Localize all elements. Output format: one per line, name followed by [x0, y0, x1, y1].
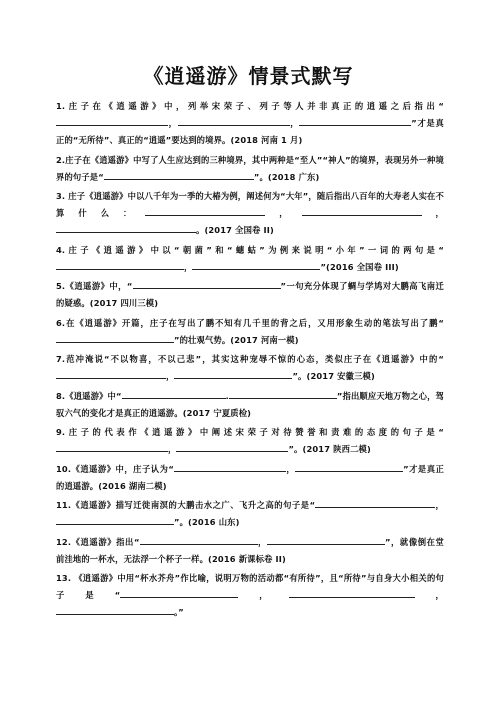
question-text: ， — [285, 463, 296, 474]
question-text: ， — [168, 118, 178, 128]
question-text: 。(2017 全国卷 II) — [196, 225, 274, 235]
answer-blank[interactable] — [295, 462, 403, 472]
question-item — [56, 424, 444, 458]
question-text: 13. 《逍遥游》中用“杯水芥舟”作比喻，说明万物的活动都“有所待”，且“所待”与自身大小相关的句子是“ — [56, 573, 444, 600]
question-text: ”，就像倒在堂前洼地的一杯水，无法浮一个杯子一样。(2016 新课标卷 II) — [56, 536, 444, 564]
question-text: 10.《逍遥游》中，庄子认为“ — [56, 463, 174, 474]
answer-blank[interactable] — [229, 389, 337, 399]
page-title: 《逍遥游》情景式默写 — [143, 64, 354, 88]
answer-blank[interactable] — [56, 605, 174, 615]
question-text: ”。(2017 陕西二模) — [288, 444, 371, 454]
question-text: ”一句充分体现了蜩与学鸠对大鹏高飞南迁的疑惑。(2017 四川三模) — [56, 281, 444, 308]
question-item — [56, 98, 444, 149]
question-text: ， — [289, 118, 300, 128]
answer-blank[interactable] — [56, 369, 166, 379]
question-text: 11.《逍遥游》描写迁徙南溟的大鹏击水之广、飞升之高的句子是“ — [56, 500, 316, 510]
question-text: ”才是真正的“无所待”、真正的“逍遥”要达到的境界。(2018 河南 1 月) — [56, 118, 444, 145]
question-item — [56, 570, 444, 621]
answer-blank[interactable] — [56, 223, 196, 233]
question-item — [56, 388, 444, 422]
question-text: ”的壮观气势。(2017 河南一模) — [174, 334, 299, 345]
answer-blank[interactable] — [104, 170, 254, 180]
question-item — [56, 188, 444, 239]
question-text: ， — [257, 536, 267, 547]
question-text: ”才是真正的逍遥游。(2016 湖南二模) — [56, 463, 444, 491]
question-text: ”(2016 全国卷 III) — [320, 261, 399, 272]
answer-blank[interactable] — [56, 260, 184, 270]
answer-blank[interactable] — [176, 442, 288, 452]
question-text: 5.《逍遥游》中，“ — [56, 281, 133, 291]
question-item — [56, 152, 444, 186]
question-list — [56, 98, 444, 624]
answer-blank[interactable] — [174, 369, 292, 379]
question-text: ， — [414, 590, 445, 600]
answer-blank[interactable] — [289, 588, 415, 598]
answer-blank[interactable] — [122, 389, 226, 399]
answer-blank[interactable] — [145, 206, 265, 216]
answer-blank[interactable] — [267, 535, 385, 545]
question-text: ”。(2018 广东) — [253, 171, 320, 182]
question-text: 7.范冲淹说“不以物喜，不以己悲”，其实这种宠辱不惊的心态，类似庄子在《逍遥游》中的“ — [56, 354, 444, 364]
question-text: 4.庄子《逍遥游》中以“朝菌”和“蟪蛄”为例来说明“小年”一词的两句是“ — [56, 244, 444, 255]
answer-blank[interactable] — [315, 498, 435, 508]
answer-blank[interactable] — [56, 442, 168, 452]
answer-blank[interactable] — [140, 535, 258, 545]
question-text: 12.《逍遥游》指出“ — [56, 536, 140, 547]
question-item — [56, 534, 444, 568]
question-item — [56, 351, 444, 385]
question-text: ， — [168, 444, 177, 454]
question-text: 。” — [174, 607, 184, 617]
question-item — [56, 461, 444, 495]
question-text: ， — [184, 261, 193, 272]
question-text: ， — [265, 208, 302, 218]
question-text: 2.庄子在《逍遥游》中写了人生应达到的三种境界，其中两种是“至人”“神人”的境界，表现另外一种境界的句子是“ — [56, 154, 444, 182]
question-text: ”。(2017 安徽三模) — [292, 371, 375, 381]
question-text: 6.在《逍遥游》开篇，庄子在写出了鹏不知有几千里的背之后，又用形象生动的笔法写出了鹏“ — [56, 317, 444, 328]
answer-blank[interactable] — [178, 116, 290, 126]
answer-blank[interactable] — [56, 515, 174, 525]
answer-blank[interactable] — [133, 279, 281, 289]
question-text: ， — [166, 371, 175, 381]
question-item — [56, 278, 444, 312]
question-text: . — [225, 390, 229, 401]
question-text: 3. 庄子《逍遥游》中以八千年为一季的大椿为例，阐述何为“大年”，随后指出八百年的大寿老人实在不算什么： — [56, 191, 444, 218]
question-text: ， — [238, 590, 289, 600]
answer-blank[interactable] — [192, 260, 320, 270]
answer-blank[interactable] — [120, 588, 238, 598]
answer-blank[interactable] — [56, 333, 174, 343]
answer-blank[interactable] — [174, 462, 286, 472]
question-text: 9.庄子的代表作《逍遥游》中阐述宋荣子对待赞誉和责难的态度的句子是“ — [56, 427, 444, 437]
question-text: 8.《逍遥游》中“ — [56, 390, 122, 401]
question-item — [56, 497, 444, 531]
answer-blank[interactable] — [299, 116, 411, 126]
question-text: ， — [421, 208, 444, 218]
question-item — [56, 315, 444, 349]
question-text: ”指出顺应天地万物之心，驾驭六气的变化才是真正的逍遥游。(2017 宁夏质检) — [56, 390, 445, 418]
question-text: ”。(2016 山东) — [174, 517, 240, 527]
question-item — [56, 242, 444, 276]
question-text: 1.庄子在《逍遥游》中，列举宋荣子、列子等人并非真正的逍遥之后指出“ — [56, 101, 444, 111]
answer-blank[interactable] — [302, 206, 422, 216]
answer-blank[interactable] — [56, 116, 168, 126]
question-text: ， — [435, 500, 444, 510]
